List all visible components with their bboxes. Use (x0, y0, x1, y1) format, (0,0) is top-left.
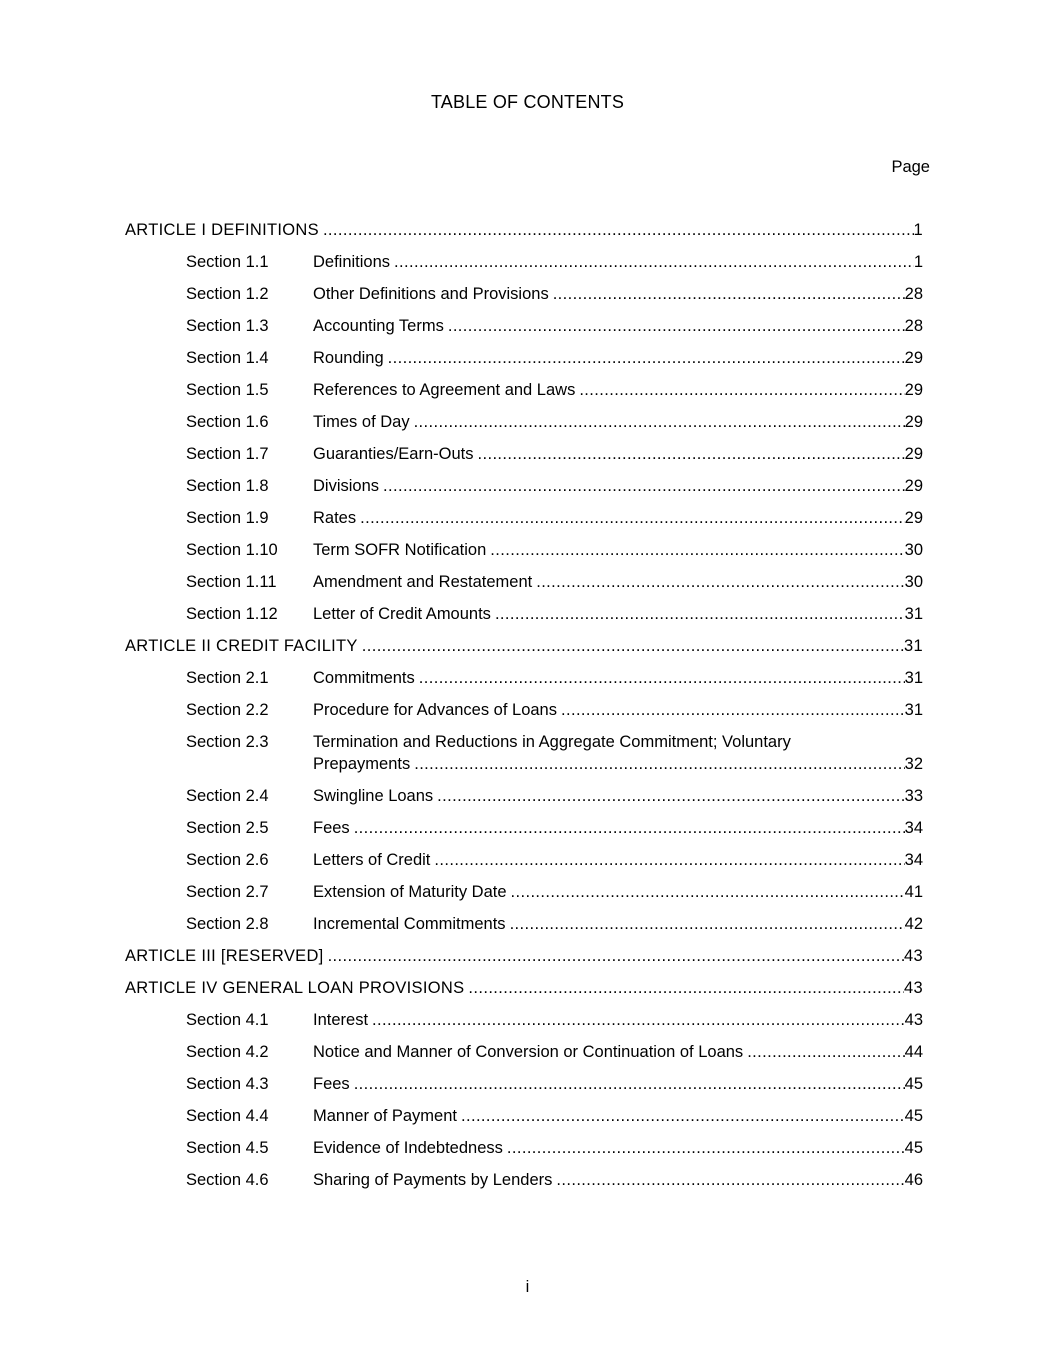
toc-section-row (125, 283, 923, 305)
section-number: Section 1.4 (186, 349, 269, 367)
section-number: Section 4.2 (186, 1043, 269, 1061)
article-label: ARTICLE I DEFINITIONS (125, 221, 319, 239)
page-number: 33 (904, 787, 923, 805)
dot-leader (350, 817, 905, 839)
page-number: 34 (904, 851, 923, 869)
dot-leader (350, 1073, 905, 1095)
dot-leader (503, 1137, 905, 1159)
section-title-line (313, 753, 923, 775)
section-number: Section 1.11 (186, 573, 277, 591)
section-title: Definitions (313, 253, 391, 271)
section-number: Section 1.5 (186, 381, 269, 399)
toc-section-row (125, 475, 923, 497)
dot-leader (410, 411, 905, 433)
section-title: Amendment and Restatement (313, 573, 533, 591)
section-title: Sharing of Payments by Lenders (313, 1171, 553, 1189)
section-title: Commitments (313, 669, 415, 687)
section-number: Section 4.5 (186, 1139, 269, 1157)
toc-article-row (125, 635, 923, 657)
page-number: 46 (904, 1171, 923, 1189)
page-number: 42 (904, 915, 923, 933)
toc-section-row (125, 667, 923, 689)
section-title: Swingline Loans (313, 787, 434, 805)
dot-leader (368, 1009, 905, 1031)
toc-section-row (125, 785, 923, 807)
section-title: Rates (313, 509, 357, 527)
section-number: Section 4.4 (186, 1107, 269, 1125)
page-number: 45 (904, 1139, 923, 1157)
page-number: 34 (904, 819, 923, 837)
toc-section-row (125, 849, 923, 871)
page-column-header: Page (891, 158, 930, 176)
page-number: 43 (904, 1011, 923, 1029)
section-number: Section 1.2 (186, 285, 269, 303)
toc-section-row (125, 1105, 923, 1127)
section-title: Guaranties/Earn-Outs (313, 445, 474, 463)
section-number: Section 2.4 (186, 787, 269, 805)
dot-leader (444, 315, 905, 337)
page-number: 31 (904, 637, 923, 655)
dot-leader (506, 913, 905, 935)
toc-section-row (125, 603, 923, 625)
section-title: Fees (313, 819, 350, 837)
section-title: Divisions (313, 477, 380, 495)
dot-leader (390, 251, 914, 273)
dot-leader (743, 1041, 904, 1063)
section-number: Section 1.8 (186, 477, 269, 495)
dot-leader (464, 977, 904, 999)
section-title: Notice and Manner of Conversion or Continuation of Loans (313, 1043, 744, 1061)
dot-leader (557, 699, 905, 721)
toc-section-row (125, 881, 923, 903)
section-title: Letter of Credit Amounts (313, 605, 491, 623)
section-number: Section 2.1 (186, 669, 269, 687)
section-number: Section 1.9 (186, 509, 269, 527)
section-number: Section 1.7 (186, 445, 269, 463)
toc-section-row (125, 913, 923, 935)
document-title: TABLE OF CONTENTS (430, 92, 625, 112)
page-number: 29 (904, 477, 923, 495)
section-number: Section 4.3 (186, 1075, 269, 1093)
page-number: 41 (904, 883, 923, 901)
page-number: 29 (904, 509, 923, 527)
section-title: Evidence of Indebtedness (313, 1139, 503, 1157)
section-title: Fees (313, 1075, 350, 1093)
page-number: 30 (904, 573, 923, 591)
page-number-footer: i (525, 1278, 530, 1296)
toc-article-row (125, 219, 923, 241)
page-number: 28 (904, 317, 923, 335)
dot-leader (415, 667, 905, 689)
page-number: 31 (904, 605, 923, 623)
section-title: Manner of Payment (313, 1107, 457, 1125)
page-number: 43 (904, 947, 923, 965)
section-title: Accounting Terms (313, 317, 444, 335)
section-title: Other Definitions and Provisions (313, 285, 549, 303)
toc-section-row (125, 507, 923, 529)
section-number: Section 1.6 (186, 413, 269, 431)
toc-section-row (125, 1009, 923, 1031)
dot-leader (384, 347, 905, 369)
article-label: ARTICLE III [RESERVED] (125, 947, 324, 965)
toc-section-row (125, 1073, 923, 1095)
page-number: 31 (904, 669, 923, 687)
section-number: Section 2.3 (186, 733, 269, 751)
section-number: Section 1.1 (186, 253, 269, 271)
page-number: 44 (904, 1043, 923, 1061)
dot-leader (358, 635, 904, 657)
section-title: Times of Day (313, 413, 410, 431)
page-number: 1 (913, 253, 923, 271)
dot-leader (491, 603, 905, 625)
toc-section-row (125, 571, 923, 593)
dot-leader (552, 1169, 904, 1191)
dot-leader (549, 283, 905, 305)
toc-section-row (125, 731, 923, 775)
section-number: Section 2.2 (186, 701, 269, 719)
toc-section-row (125, 347, 923, 369)
dot-leader (410, 753, 904, 775)
page-number: 29 (904, 349, 923, 367)
page-number: 45 (904, 1107, 923, 1125)
dot-leader (507, 881, 905, 903)
toc-section-row (125, 411, 923, 433)
dot-leader (433, 785, 904, 807)
dot-leader (319, 219, 914, 241)
toc-section-row (125, 1169, 923, 1191)
section-title: Procedure for Advances of Loans (313, 701, 557, 719)
page-number: 29 (904, 413, 923, 431)
dot-leader (486, 539, 904, 561)
section-number: Section 2.6 (186, 851, 269, 869)
section-number: Section 2.5 (186, 819, 269, 837)
section-title: Extension of Maturity Date (313, 883, 507, 901)
page-number: 32 (904, 755, 923, 773)
toc-section-row (125, 315, 923, 337)
toc-section-row (125, 817, 923, 839)
section-title-block (313, 731, 923, 775)
section-title: References to Agreement and Laws (313, 381, 576, 399)
toc-section-row (125, 379, 923, 401)
section-title: Incremental Commitments (313, 915, 506, 933)
section-number: Section 4.1 (186, 1011, 269, 1029)
toc-section-row (125, 1041, 923, 1063)
dot-leader (532, 571, 904, 593)
toc-section-row (125, 539, 923, 561)
dot-leader (575, 379, 904, 401)
section-number: Section 4.6 (186, 1171, 269, 1189)
dot-leader (379, 475, 905, 497)
section-number: Section 1.12 (186, 605, 278, 623)
section-number: Section 1.10 (186, 541, 278, 559)
page-number: 29 (904, 381, 923, 399)
toc-section-row (125, 251, 923, 273)
page-number: 28 (904, 285, 923, 303)
page-number: 29 (904, 445, 923, 463)
section-title: Prepayments (313, 755, 411, 773)
toc-article-row (125, 945, 923, 967)
section-number: Section 2.8 (186, 915, 269, 933)
section-title: Rounding (313, 349, 384, 367)
toc-article-row (125, 977, 923, 999)
toc-section-row (125, 1137, 923, 1159)
section-title: Interest (313, 1011, 369, 1029)
section-title: Letters of Credit (313, 851, 431, 869)
dot-leader (324, 945, 904, 967)
table-of-contents (125, 209, 923, 1201)
toc-section-row (125, 699, 923, 721)
toc-section-row (125, 443, 923, 465)
dot-leader (474, 443, 905, 465)
article-label: ARTICLE IV GENERAL LOAN PROVISIONS (125, 979, 465, 997)
section-number: Section 1.3 (186, 317, 269, 335)
section-number: Section 2.7 (186, 883, 269, 901)
page-number: 43 (904, 979, 923, 997)
page-number: 45 (904, 1075, 923, 1093)
section-title: Term SOFR Notification (313, 541, 487, 559)
page-number: 31 (904, 701, 923, 719)
dot-leader (457, 1105, 905, 1127)
page-number: 1 (913, 221, 923, 239)
dot-leader (430, 849, 904, 871)
section-title-line: Termination and Reductions in Aggregate Commitment; Voluntary (313, 733, 791, 751)
page-number: 30 (904, 541, 923, 559)
article-label: ARTICLE II CREDIT FACILITY (125, 637, 358, 655)
dot-leader (356, 507, 905, 529)
